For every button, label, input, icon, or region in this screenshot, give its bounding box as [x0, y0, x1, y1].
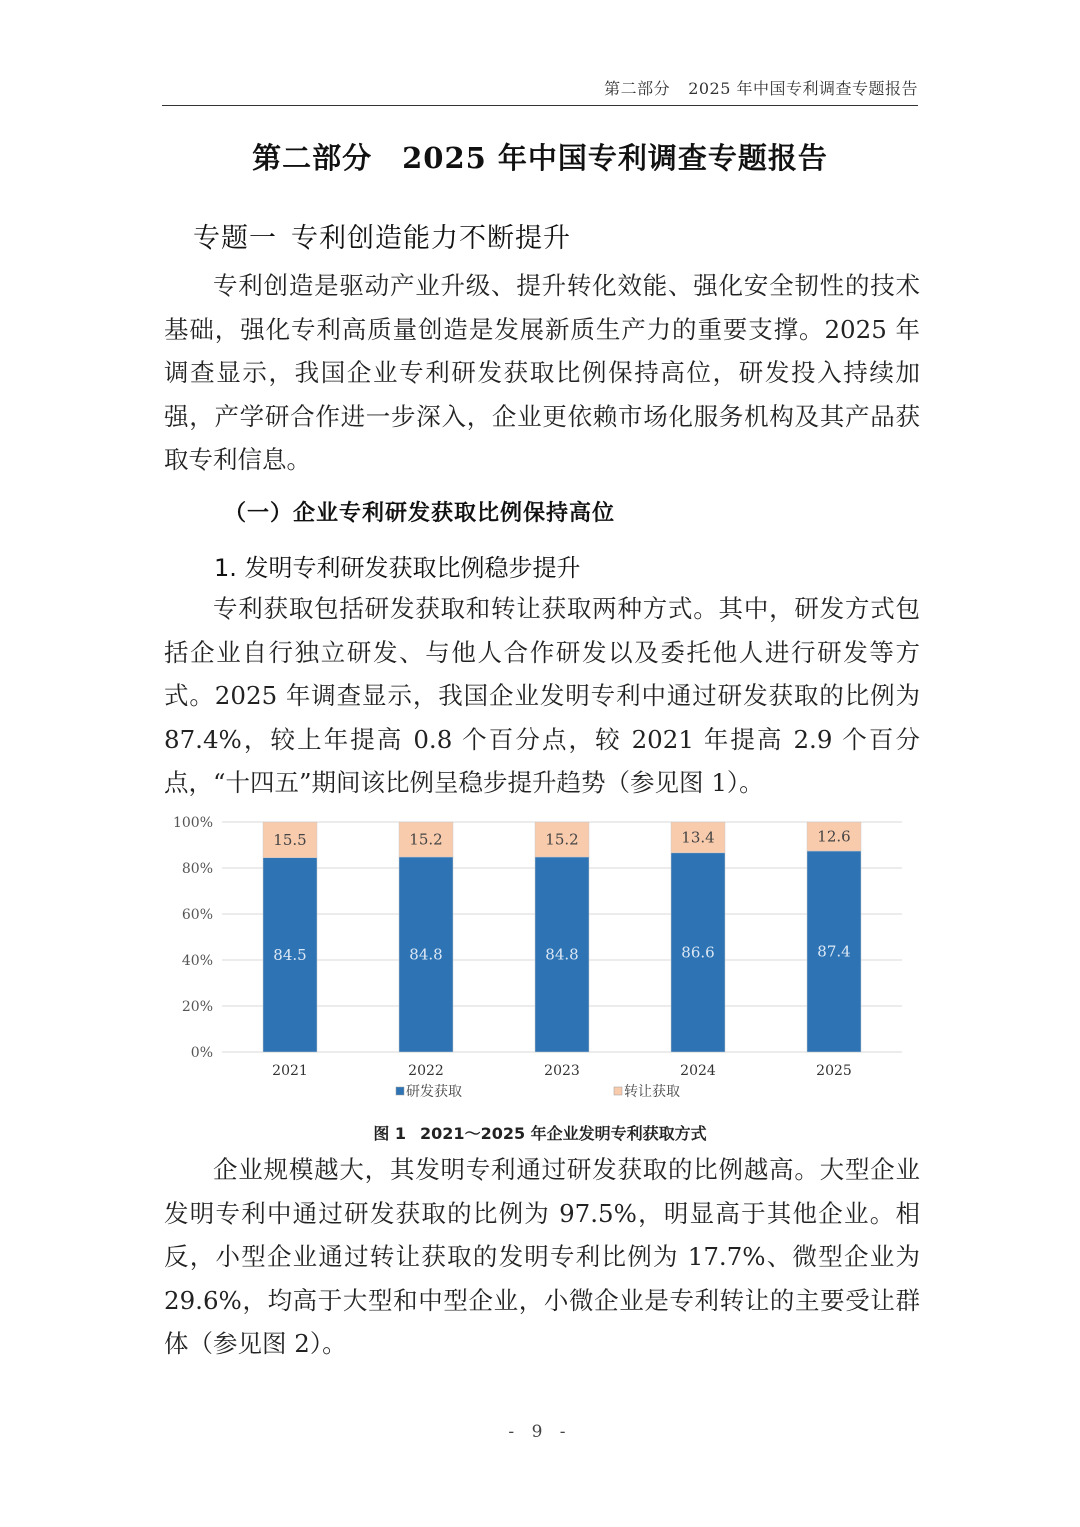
y-tick-label: 100% [172, 815, 213, 831]
figure-label: 图 1 [373, 1124, 407, 1143]
part-title-part: 第二部分 [252, 141, 373, 175]
topic-label: 专题一 [193, 223, 277, 254]
section-title: （一）企业专利研发获取比例保持高位 [224, 501, 616, 526]
legend-label: 研发获取 [406, 1084, 462, 1100]
part-title-text: 2025 年中国专利调查专题报告 [402, 141, 828, 175]
figure-caption [0, 1121, 1080, 1144]
x-tick-label: 2023 [544, 1063, 580, 1079]
topic-text: 专利创造能力不断提升 [291, 223, 571, 254]
data-label: 86.6 [681, 943, 715, 962]
y-tick-label: 0% [190, 1045, 213, 1061]
data-label: 15.2 [409, 830, 443, 849]
running-header-title: 2025 年中国专利调查专题报告 [688, 79, 918, 98]
data-label: 15.2 [545, 830, 579, 849]
body-paragraph-1: 专利获取包括研发获取和转让获取两种方式。其中，研发方式包括企业自行独立研发、与他人合作研发以及委托他人进行研发等方式。2025 年调查显示，我国企业发明专利中通过研发获取的比例为 87.4%，较上年提高 0.8 个百分点，较 2021 年提高 2.9 个百分点，“十四五”期间该比例呈稳步提升趋势（参见图 1）。 [164, 594, 920, 797]
data-label: 84.5 [273, 945, 307, 964]
data-label: 84.8 [409, 945, 443, 964]
x-tick-label: 2024 [680, 1063, 716, 1079]
data-label: 12.6 [817, 827, 851, 846]
legend-swatch [396, 1087, 404, 1095]
intro-paragraph: 专利创造是驱动产业升级、提升转化效能、强化安全韧性的技术基础，强化专利高质量创造是发展新质生产力的重要支撑。2025 年调查显示，我国企业专利研发获取比例保持高位，研发投入持续加强，产学研合作进一步深入，企业更依赖市场化服务机构及其产品获取专利信息。 [164, 271, 920, 474]
body-paragraph-2: 企业规模越大，其发明专利通过研发获取的比例越高。大型企业发明专利中通过研发获取的比例为 97.5%，明显高于其他企业。相反，小型企业通过转让获取的发明专利比例为 17.7%、微型企业为 29.6%，均高于大型和中型企业，小微企业是专利转让的主要受让群体（参见图 2）。 [164, 1155, 920, 1358]
running-header-part: 第二部分 [604, 79, 671, 98]
figure-caption-text: 2021～2025 年企业发明专利获取方式 [420, 1124, 707, 1143]
y-tick-label: 80% [181, 861, 213, 877]
y-tick-label: 60% [181, 907, 213, 923]
page-number-value: 9 [531, 1422, 549, 1442]
part-title [0, 136, 1080, 177]
x-tick-label: 2025 [816, 1063, 852, 1079]
legend-label: 转让获取 [624, 1084, 680, 1100]
subsection-title: 1. 发明专利研发获取比例稳步提升 [214, 554, 581, 582]
x-tick-label: 2021 [272, 1063, 308, 1079]
data-label: 87.4 [817, 942, 851, 961]
x-tick-label: 2022 [408, 1063, 444, 1079]
topic-title [193, 216, 571, 255]
stacked-bar-chart [170, 810, 910, 1110]
y-tick-label: 40% [181, 953, 213, 969]
page-number: - 9 - [508, 1422, 572, 1442]
data-label: 13.4 [681, 828, 715, 847]
legend-swatch [614, 1087, 622, 1095]
data-label: 84.8 [545, 945, 579, 964]
y-tick-label: 20% [181, 999, 213, 1015]
data-label: 15.5 [273, 830, 307, 849]
running-header [162, 76, 918, 106]
